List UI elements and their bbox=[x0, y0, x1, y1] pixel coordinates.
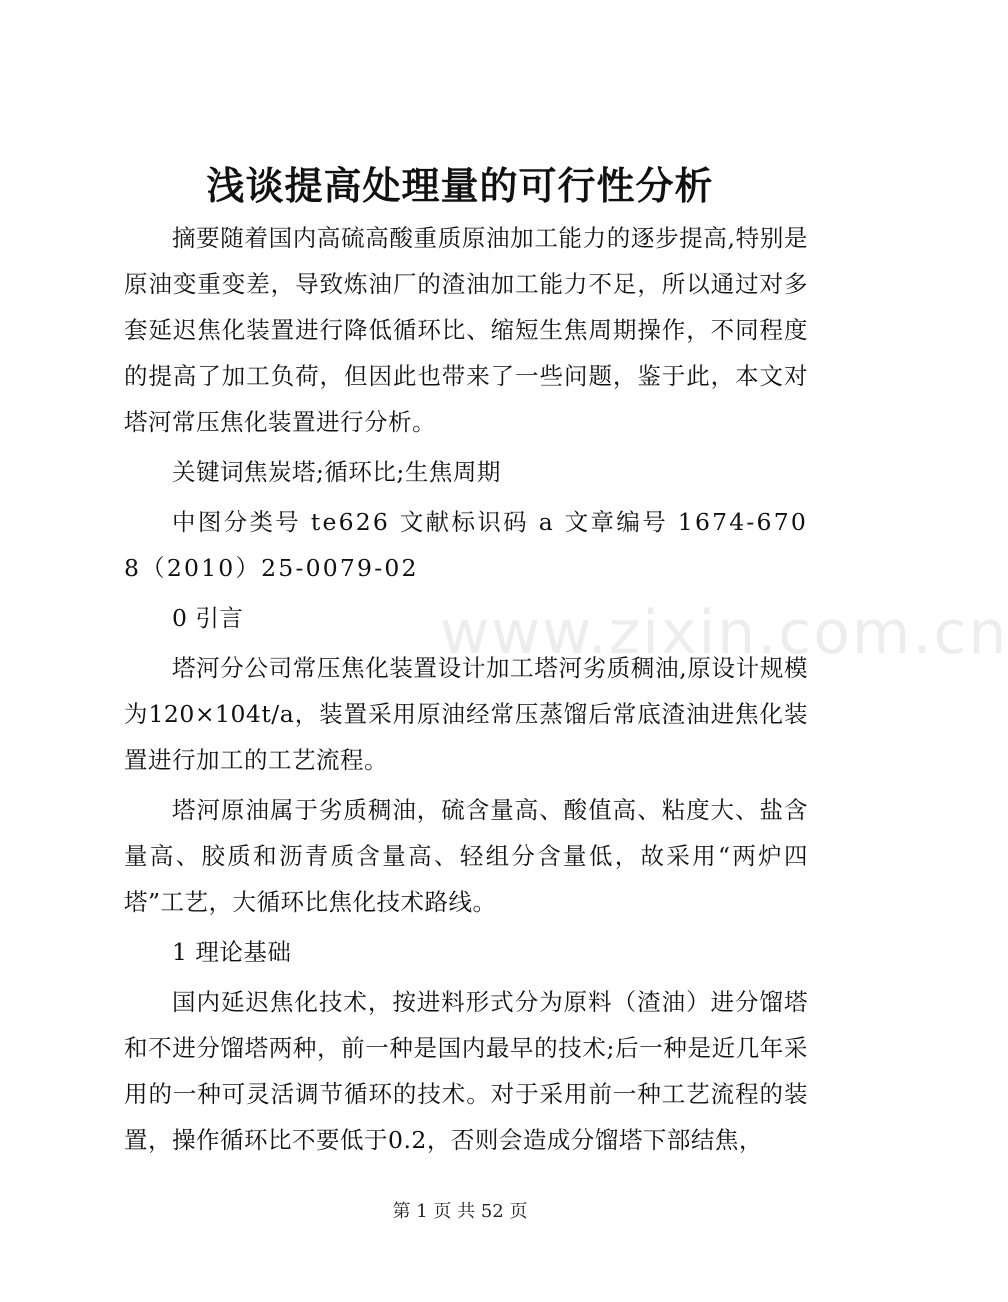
keywords-paragraph: 关键词焦炭塔;循环比;生焦周期 bbox=[172, 458, 501, 486]
section-heading-intro: 0 引言 bbox=[172, 604, 244, 632]
document-body bbox=[124, 215, 808, 1167]
body-paragraph: 国内延迟焦化技术，按进料形式分为原料（渣油）进分馏塔和不进分馏塔两种，前一种是国内最早的技术;后一种是近几年采用的一种可灵活调节循环的技术。对于采用前一种工艺流程的装置，操作循环比不要低于0.2，否则会造成分馏塔下部结焦， bbox=[124, 988, 808, 1154]
section-heading-theory: 1 理论基础 bbox=[172, 938, 292, 966]
page-title: 浅谈提高处理量的可行性分析 bbox=[206, 163, 714, 208]
body-paragraph: 塔河原油属于劣质稠油，硫含量高、酸值高、粘度大、盐含量高、胶质和沥青质含量高、轻组分含量低，故采用“两炉四塔”工艺，大循环比焦化技术路线。 bbox=[124, 796, 808, 916]
watermark: www.zixin.com.cn bbox=[440, 598, 1008, 668]
abstract-paragraph: 摘要随着国内高硫高酸重质原油加工能力的逐步提高,特别是原油变重变差，导致炼油厂的渣油加工能力不足，所以通过对多套延迟焦化装置进行降低循环比、缩短生焦周期操作，不同程度的提高了加工负荷，但因此也带来了一些问题，鉴于此，本文对塔河常压焦化装置进行分析。 bbox=[124, 224, 808, 436]
classification-paragraph: 中图分类号 te626 文献标识码 a 文章编号 1674-6708（2010）25-0079-02 bbox=[124, 508, 808, 582]
page-footer: 第 1 页 共 52 页 bbox=[392, 1201, 528, 1222]
body-paragraph: 塔河分公司常压焦化装置设计加工塔河劣质稠油,原设计规模为120×104t/a，装置采用原油经常压蒸馏后常底渣油进焦化装置进行加工的工艺流程。 bbox=[124, 654, 808, 774]
